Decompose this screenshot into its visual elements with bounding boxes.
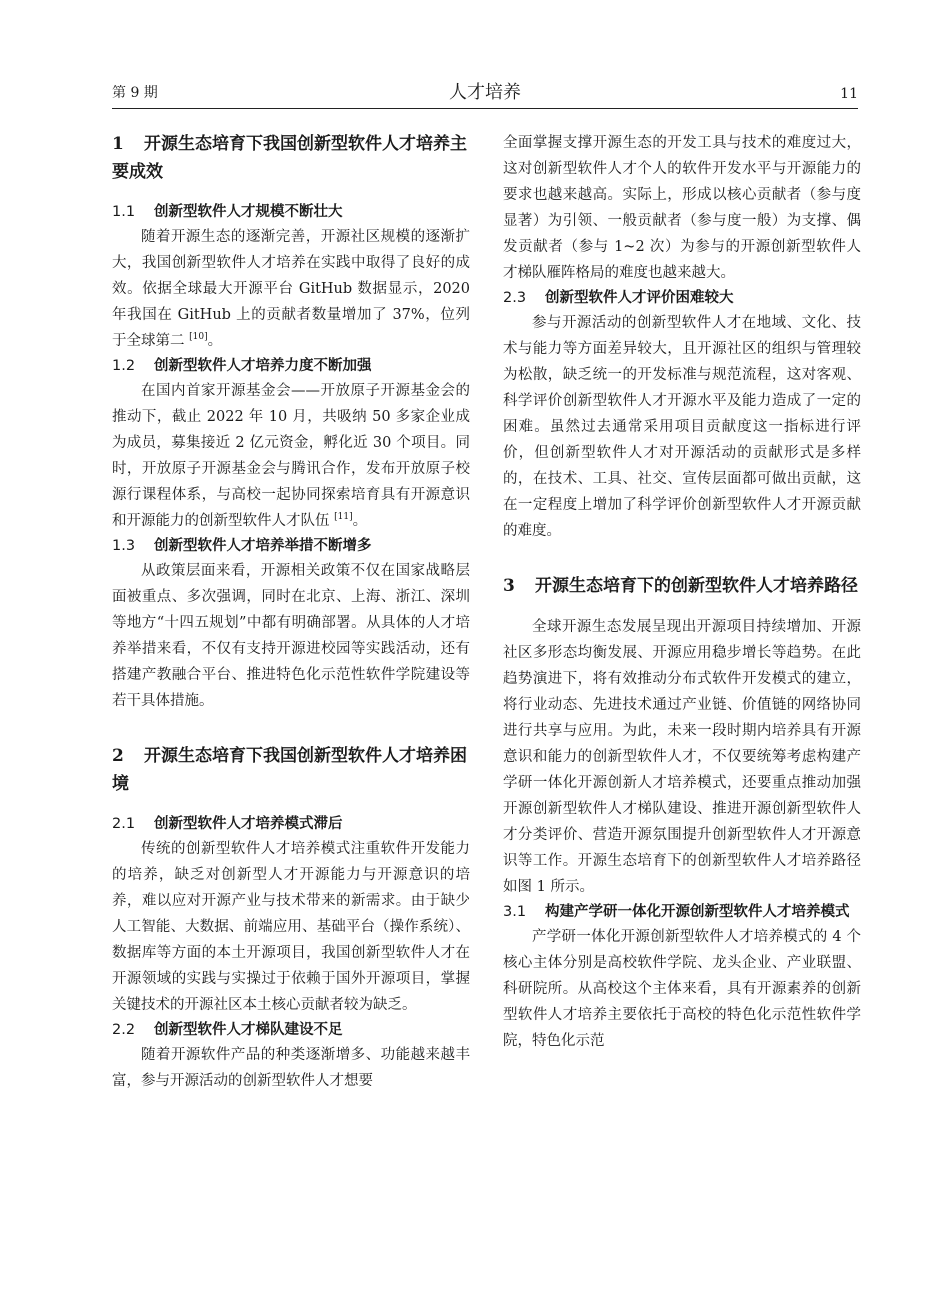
journal-section-title: 人才培养 xyxy=(449,82,521,103)
page-number: 11 xyxy=(840,86,858,102)
section-3-paragraph: 全球开源生态发展呈现出开源项目持续增加、开源社区多形态均衡发展、开源应用稳步增长等趋势。在此趋势演进下，将有效推动分布式软件开发模式的建立，将行业动态、先进技术通过产业链、价值链的网络协同进行共享与应用。为此，未来一段时期内培养具有开源意识和能力的创新型软件人才，不仅要统筹考虑构建产学研一体化开源创新人才培养模式，还要重点推动加强开源创新型软件人才梯队建设、推进开源创新型软件人才分类评价、营造开源氛围提升创新型软件人才开源意识等工作。开源生态培育下的创新型软件人才培养路径如图 1 所示。 xyxy=(503,619,861,895)
left-column xyxy=(112,130,470,1094)
section-2-2-paragraph: 随着开源软件产品的种类逐渐增多、功能越来越丰富，参与开源活动的创新型软件人才想要 xyxy=(112,1047,470,1089)
section-1-3-paragraph: 从政策层面来看，开源相关政策不仅在国家战略层面被重点、多次强调，同时在北京、上海、浙江、深圳等地方“十四五规划”中都有明确部署。从具体的人才培养举措来看，不仅有支持开源进校园等实践活动，还有搭建产教融合平台、推进特色化示范性软件学院建设等若干具体措施。 xyxy=(112,563,470,709)
right-column xyxy=(503,130,861,1054)
issue-number: 第 9 期 xyxy=(112,85,158,101)
section-3-heading: 3 开源生态培育下的创新型软件人才培养路径 xyxy=(503,576,858,596)
citation-11: [11] xyxy=(334,512,353,523)
section-2-1-paragraph: 传统的创新型软件人才培养模式注重软件开发能力的培养，缺乏对创新型人才开源能力与开源意识的培养，难以应对开源产业与技术带来的新需求。由于缺少人工智能、大数据、前端应用、基础平台（操作系统）、数据库等方面的本土开源项目，我国创新型软件人才在开源领域的实践与实操过于依赖于国外开源项目，掌握关键技术的开源社区本土核心贡献者较为缺乏。 xyxy=(112,841,470,1013)
section-1-2-paragraph: 在国内首家开源基金会——开放原子开源基金会的推动下，截止 2022 年 10 月，共吸纳 50 多家企业成为成员，募集接近 2 亿元资金，孵化近 30 个项目。同时，开放原子开源基金会与腾讯合作，发布开放原子校源行课程体系，与高校一起协同探索培育具有开源意识和开源能力的创新型软件人才队伍 [11]。 xyxy=(112,383,470,529)
section-1-1-paragraph: 随着开源生态的逐渐完善，开源社区规模的逐渐扩大，我国创新型软件人才培养在实践中取得了良好的成效。依据全球最大开源平台 GitHub 数据显示，2020 年我国在 GitHub 上的贡献者数量增加了 37%，位列于全球第二 [10]。 xyxy=(112,229,470,349)
section-2-heading: 2 开源生态培育下我国创新型软件人才培养困境 xyxy=(112,746,467,794)
section-2-2-paragraph-continued: 全面掌握支撑开源生态的开发工具与技术的难度过大，这对创新型软件人才个人的软件开发水平与开源能力的要求也越来越高。实际上，形成以核心贡献者（参与度显著）为引领、一般贡献者（参与度一般）为支撑、偶发贡献者（参与 1~2 次）为参与的开源创新型软件人才梯队雁阵格局的难度也越来越大。 xyxy=(503,135,861,281)
section-2-1-heading: 2.1 创新型软件人才培养模式滞后 xyxy=(112,816,343,832)
section-1-2-heading: 1.2 创新型软件人才培养力度不断加强 xyxy=(112,358,372,374)
running-header xyxy=(112,78,858,109)
section-2-2-heading: 2.2 创新型软件人才梯队建设不足 xyxy=(112,1022,343,1038)
section-1-heading: 1 开源生态培育下我国创新型软件人才培养主要成效 xyxy=(112,134,467,182)
section-1-3-heading: 1.3 创新型软件人才培养举措不断增多 xyxy=(112,538,372,554)
citation-10: [10] xyxy=(189,332,208,343)
section-2-3-paragraph: 参与开源活动的创新型软件人才在地域、文化、技术与能力等方面差异较大，且开源社区的组织与管理较为松散，缺乏统一的开发标准与规范流程，这对客观、科学评价创新型软件人才开源水平及能力造成了一定的困难。虽然过去通常采用项目贡献度这一指标进行评价，但创新型软件人才对开源活动的贡献形式是多样的，在技术、工具、社交、宣传层面都可做出贡献，这在一定程度上增加了科学评价创新型软件人才开源贡献的难度。 xyxy=(503,315,861,539)
section-3-1-heading: 3.1 构建产学研一体化开源创新型软件人才培养模式 xyxy=(503,904,850,920)
section-2-3-heading: 2.3 创新型软件人才评价困难较大 xyxy=(503,290,734,306)
section-3-1-paragraph: 产学研一体化开源创新型软件人才培养模式的 4 个核心主体分别是高校软件学院、龙头企业、产业联盟、科研院所。从高校这个主体来看，具有开源素养的创新型软件人才培养主要依托于高校的特色化示范性软件学院，特色化示范 xyxy=(503,929,861,1049)
section-1-1-heading: 1.1 创新型软件人才规模不断壮大 xyxy=(112,204,343,220)
